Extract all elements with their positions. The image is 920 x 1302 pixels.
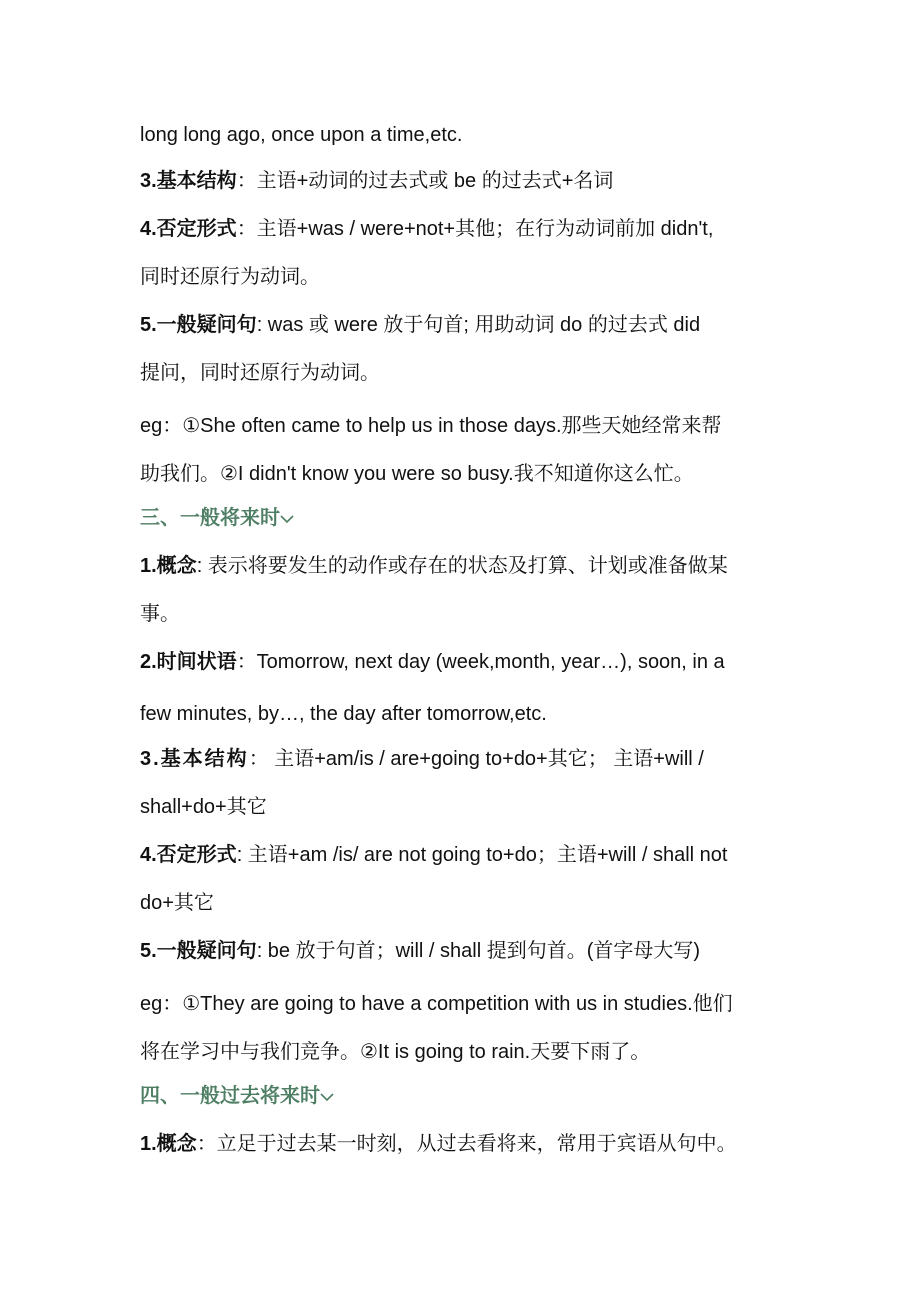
item-label: 3.基本结构 — [140, 748, 249, 770]
line-text: : was 或 were 放于句首; 用助动词 do 的过去式 did — [256, 314, 701, 336]
text-line — [140, 215, 713, 243]
text-line — [140, 793, 267, 821]
line-text: : be 放于句首；will / shall 提到句首。(首字母大写) — [256, 940, 701, 962]
example-line — [140, 990, 733, 1018]
line-text: do+其它 — [140, 892, 214, 914]
heading-text: 四、一般过去将来时 — [140, 1085, 320, 1107]
line-text: 事。 — [140, 603, 180, 625]
line-text: eg：①She often came to help us in those days.那些天她经常来帮 — [140, 415, 722, 437]
text-line — [140, 121, 462, 149]
example-line — [140, 1038, 650, 1066]
item-label: 2.时间状语 — [140, 651, 237, 673]
line-text: ：Tomorrow, next day (week,month, year…), soon, in a — [236, 651, 725, 673]
text-line — [140, 745, 704, 773]
line-text: : 主语+am /is/ are not going to+do；主语+will / shall not — [236, 844, 728, 866]
item-label: 1.概念 — [140, 555, 197, 577]
item-label: 5.一般疑问句 — [140, 940, 257, 962]
line-text: 将在学习中与我们竞争。②It is going to rain.天要下雨了。 — [140, 1041, 651, 1063]
line-text: 同时还原行为动词。 — [140, 266, 320, 288]
line-text: few minutes, by…, the day after tomorrow,etc. — [140, 703, 547, 725]
section-heading-past-future[interactable] — [140, 1082, 334, 1110]
text-line — [140, 841, 727, 869]
line-text: ：主语+动词的过去式或 be 的过去式+名词 — [236, 170, 614, 192]
example-line — [140, 460, 694, 488]
text-line — [140, 889, 214, 917]
example-line — [140, 412, 722, 440]
text-line — [140, 311, 700, 339]
text-line — [140, 359, 380, 387]
line-text: long long ago, once upon a time,etc. — [140, 124, 463, 146]
line-text: ：主语+was / were+not+其他；在行为动词前加 didn't, — [236, 218, 714, 240]
line-text: 提问，同时还原行为动词。 — [140, 362, 380, 384]
item-label: 4.否定形式 — [140, 844, 237, 866]
chevron-down-icon[interactable] — [280, 512, 294, 526]
chevron-down-icon[interactable] — [320, 1090, 334, 1104]
line-text: ：立足于过去某一时刻，从过去看将来，常用于宾语从句中。 — [196, 1133, 737, 1155]
heading-text: 三、一般将来时 — [140, 507, 280, 529]
text-line — [140, 700, 547, 728]
line-text: : 表示将要发生的动作或存在的状态及打算、计划或准备做某 — [196, 555, 728, 577]
item-label: 5.一般疑问句 — [140, 314, 257, 336]
text-line — [140, 167, 613, 195]
line-text: shall+do+其它 — [140, 796, 267, 818]
text-line — [140, 263, 320, 291]
line-text: 助我们。②I didn't know you were so busy.我不知道你这么忙。 — [140, 463, 694, 485]
text-line — [140, 1130, 737, 1158]
item-label: 1.概念 — [140, 1133, 197, 1155]
text-line — [140, 648, 725, 676]
section-heading-future[interactable] — [140, 504, 294, 532]
text-line — [140, 552, 728, 580]
text-line — [140, 600, 180, 628]
line-text: ： 主语+am/is / are+going to+do+其它； 主语+will / — [248, 748, 704, 770]
line-text: eg：①They are going to have a competition with us in studies.他们 — [140, 993, 733, 1015]
item-label: 4.否定形式 — [140, 218, 237, 240]
text-line — [140, 937, 700, 965]
item-label: 3.基本结构 — [140, 170, 237, 192]
